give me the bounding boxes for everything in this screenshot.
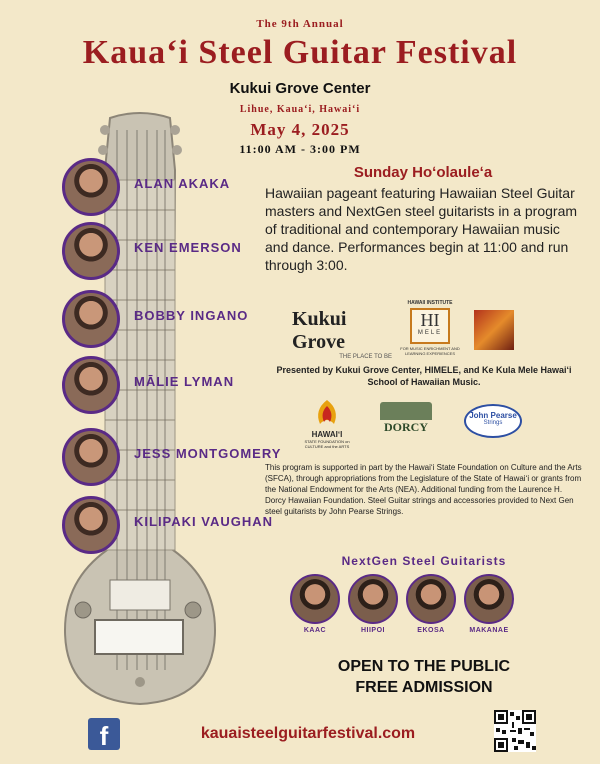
avatar <box>62 496 120 554</box>
festival-title: Kauaʻi Steel Guitar Festival <box>82 34 518 71</box>
performer-name: KEN EMERSON <box>134 240 242 255</box>
admission-info <box>265 656 583 698</box>
avatar <box>406 574 456 624</box>
john-pearse-logo <box>464 404 522 438</box>
open-line-1: OPEN TO THE PUBLIC <box>337 658 511 675</box>
performer-name: MĀLIE LYMAN <box>134 374 235 389</box>
sfca-flame-icon <box>312 398 342 426</box>
performer-name: BOBBY INGANO <box>134 308 249 323</box>
location-text: Lihue, Kauaʻi, Hawaiʻi <box>239 104 361 115</box>
avatar <box>62 222 120 280</box>
performer-name: KILIPAKI VAUGHAN <box>134 514 274 529</box>
event-heading: Sunday Hoʻolauleʻa <box>353 164 493 181</box>
nextgen-kid <box>290 574 340 638</box>
himele-bottom-text: FOR MUSIC ENRICHMENT AND LEARNING EXPERIENCES <box>400 346 460 356</box>
sfca-name: HAWAIʻI <box>311 430 343 439</box>
nextgen-kid <box>406 574 456 638</box>
avatar <box>62 290 120 348</box>
performer-alan-akaka <box>62 158 262 220</box>
avatar <box>464 574 514 624</box>
kid-name: HIIPOI <box>360 627 385 634</box>
sponsor-logos-row-2 <box>300 398 532 454</box>
support-text: This program is supported in part by the Hawaiʻi State Foundation on Culture and the Arts (SFCA), through appropriations from the Legislature of the State of Hawaiʻi or grants from the National Endowment for the Arts (NEA). Additional funding from the Laurence H. Dorcy Hawaiian Foundation. Steel Guitar strings and accessories provided to Next Gen steel guitarists by John Pearse Strings. <box>265 463 582 516</box>
avatar <box>62 428 120 486</box>
kid-name: EKOSA <box>417 627 445 634</box>
pearse-text: John Pearse <box>469 411 517 420</box>
qr-code-icon[interactable] <box>494 710 536 752</box>
himele-logo-text: HI <box>420 310 440 330</box>
performer-malie-lyman <box>62 356 262 418</box>
kukui-logo-text: Kukui Grove <box>292 308 347 353</box>
nextgen-title: NextGen Steel Guitarists <box>341 554 507 568</box>
performer-name: JESS MONTGOMERY <box>134 446 282 461</box>
open-line-2: FREE ADMISSION <box>355 679 493 696</box>
dorcy-text: DORCY <box>384 420 428 434</box>
facebook-icon[interactable]: f <box>88 718 120 750</box>
avatar <box>348 574 398 624</box>
hawaii-foundation-logo <box>300 398 354 449</box>
avatar <box>62 356 120 414</box>
website-link[interactable]: kauaisteelguitarfestival.com <box>200 725 416 742</box>
sfca-sub: STATE FOUNDATION on CULTURE and the ARTS <box>304 439 350 449</box>
kukui-grove-logo <box>292 308 392 360</box>
presented-by-text: Presented by Kukui Grove Center, HIMELE, and Ke Kula Mele Hawaiʻi School of Hawaiian Music. <box>276 365 572 387</box>
himele-logo <box>400 300 460 356</box>
nextgen-kid <box>464 574 514 638</box>
sponsor-logos-row-1 <box>292 300 522 362</box>
himele-top-text: HAWAII INSTITUTE <box>407 300 453 306</box>
event-description: Hawaiian pageant featuring Hawaiian Steel Guitar masters and NextGen steel guitarists in a program of traditional and contemporary Hawaiian music and dance. Performances begin at 11:00 and run through 3:00. <box>265 185 578 273</box>
ke-kula-mele-logo <box>474 310 514 350</box>
himele-sub-text: MELE <box>417 330 443 336</box>
event-time: 11:00 AM - 3:00 PM <box>239 142 361 156</box>
performer-bobby-ingano <box>62 290 262 352</box>
kid-name: KAAC <box>303 627 327 634</box>
performer-kilipaki-vaughan <box>62 496 274 558</box>
edition-label: The 9th Annual <box>256 18 344 30</box>
performer-ken-emerson <box>62 222 262 284</box>
performer-name: ALAN AKAKA <box>134 176 231 191</box>
venue-name: Kukui Grove Center <box>229 80 371 97</box>
pearse-sub: Strings <box>483 420 503 426</box>
event-date: May 4, 2025 <box>250 120 350 139</box>
kukui-tagline: THE PLACE TO BE <box>339 354 392 360</box>
performer-jess-montgomery <box>62 428 282 490</box>
dorcy-foundation-logo <box>380 402 432 442</box>
nextgen-kid <box>348 574 398 638</box>
avatar <box>62 158 120 216</box>
kid-name: MAKANAE <box>469 627 509 634</box>
avatar <box>290 574 340 624</box>
